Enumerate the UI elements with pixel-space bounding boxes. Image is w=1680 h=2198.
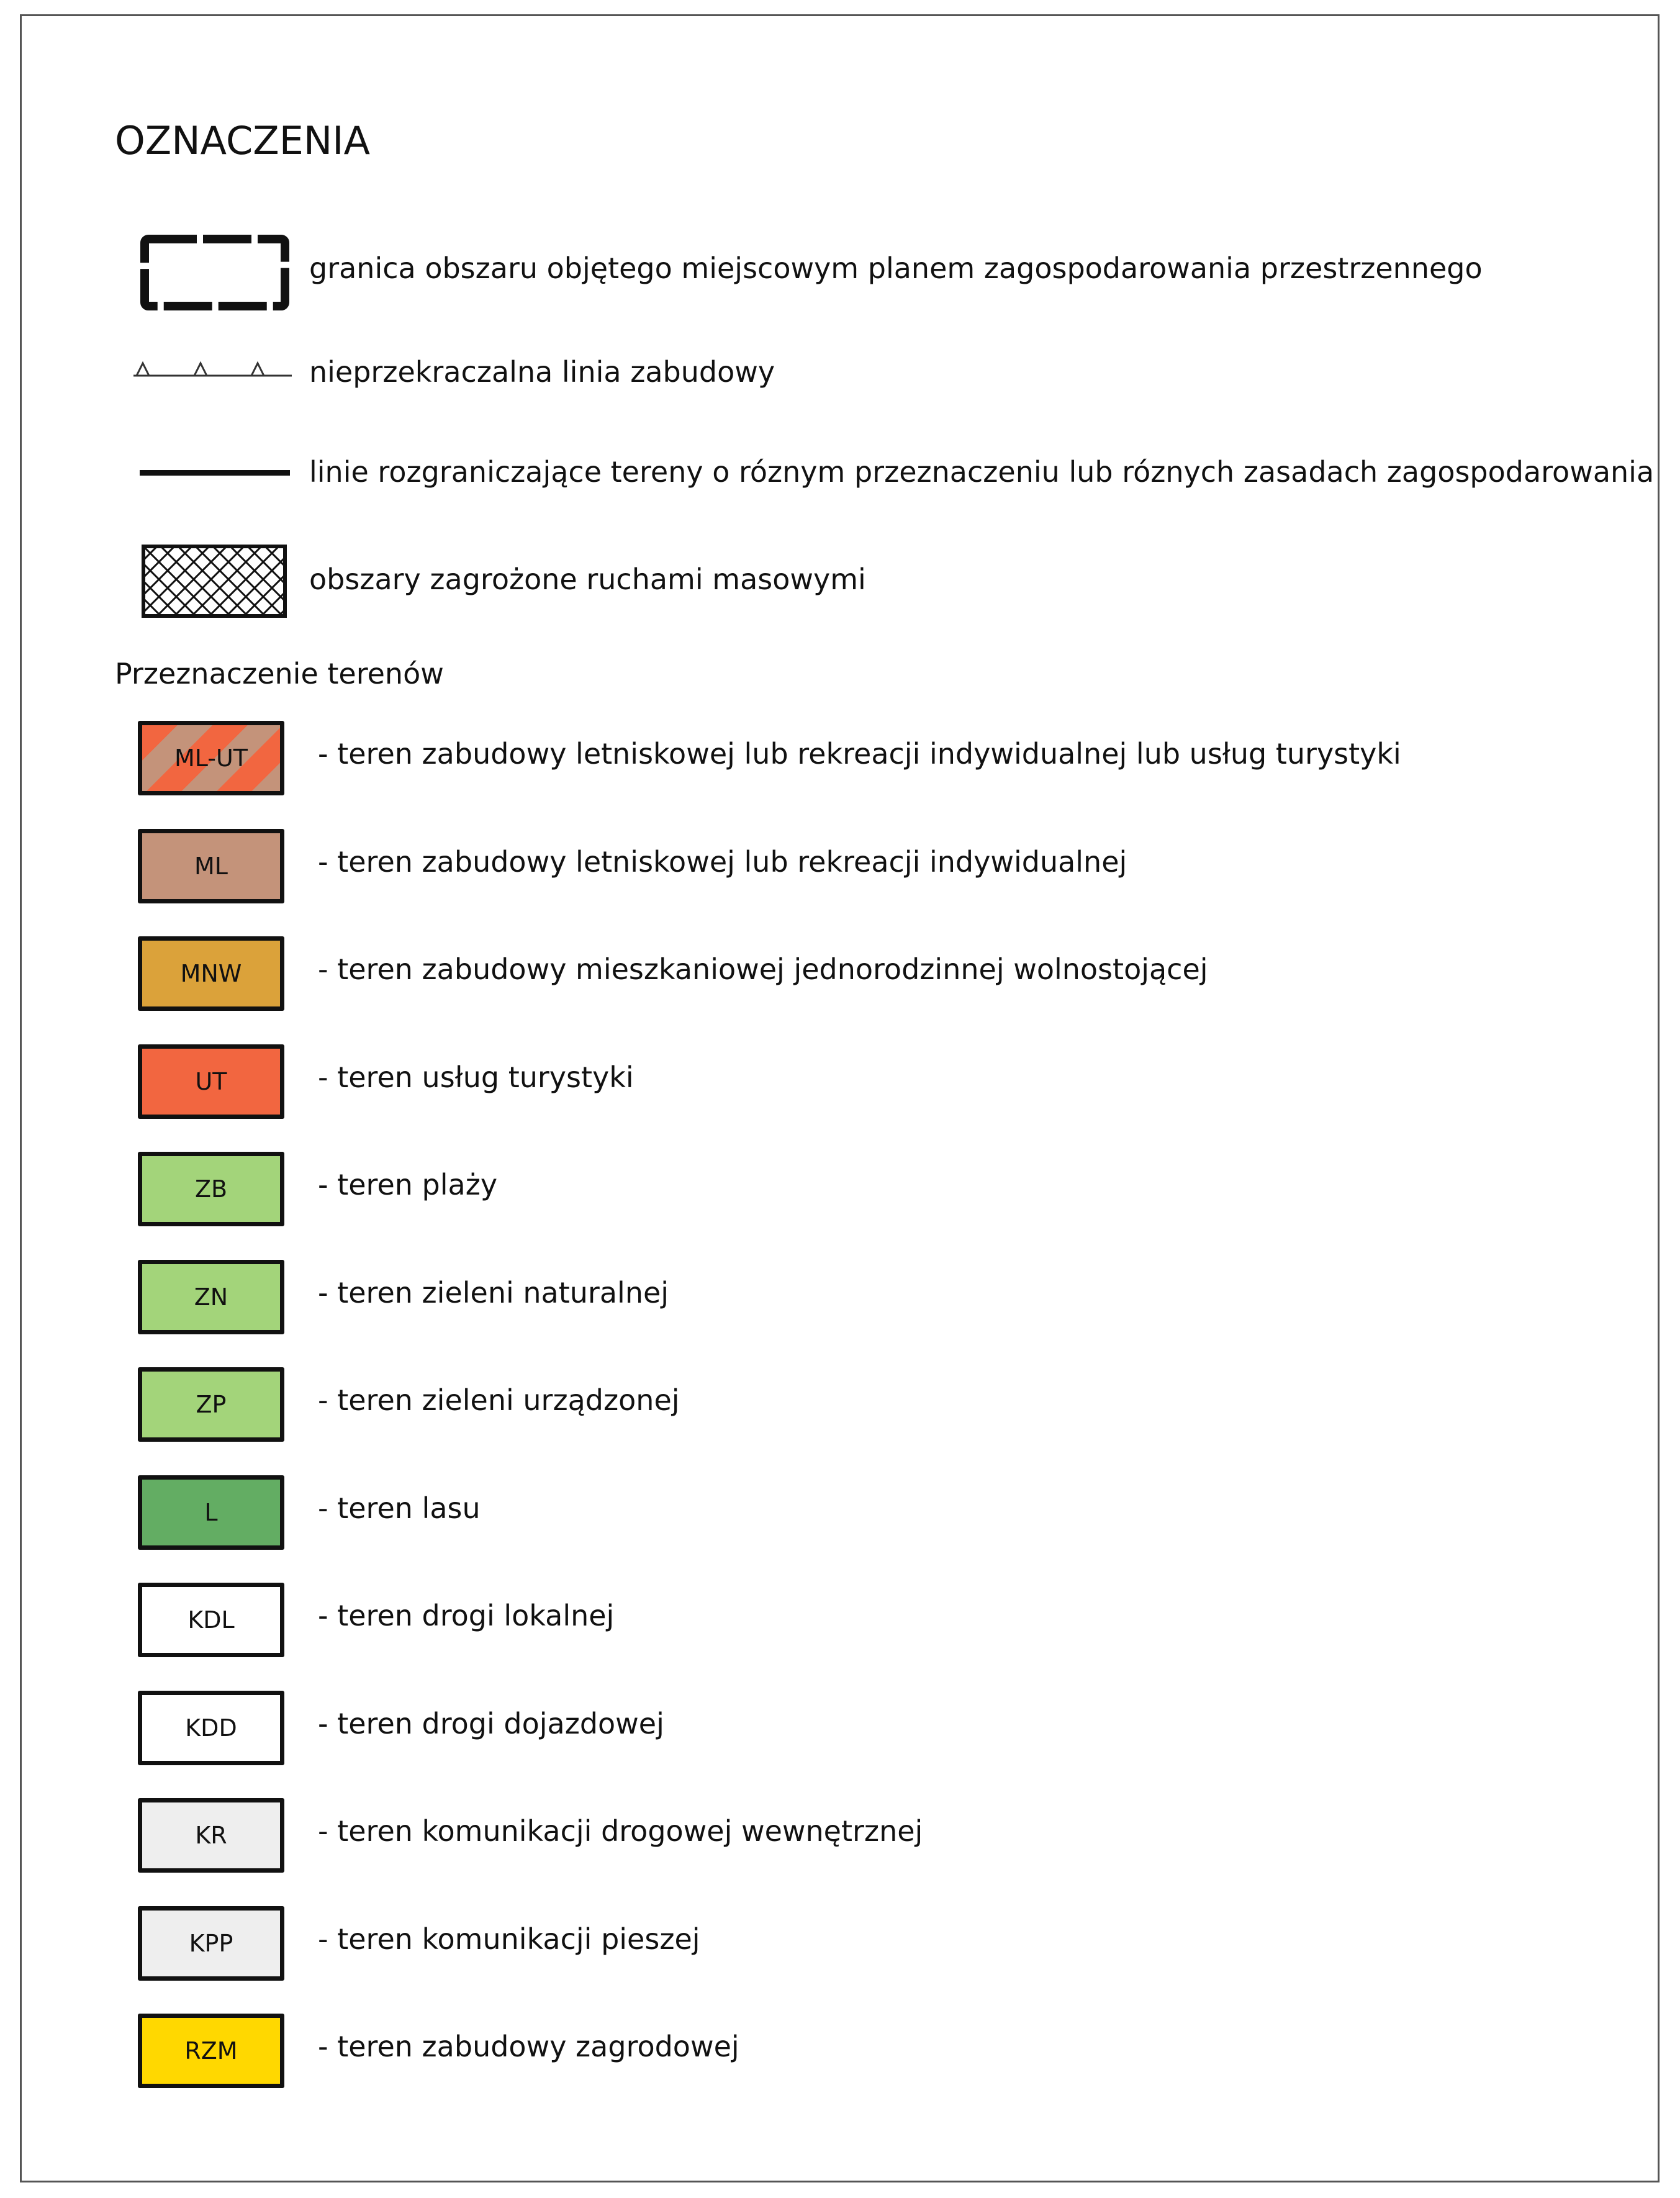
swatch-code: UT [195, 1067, 227, 1095]
color-swatch-zp [138, 1367, 284, 1442]
color-swatch-zn [138, 1260, 284, 1334]
color-swatch-kpp [138, 1906, 284, 1981]
building-line-label: nieprzekraczalna linia zabudowy [309, 355, 775, 389]
mass-movement-label: obszary zagrożone ruchami masowymi [309, 563, 866, 596]
mass-movement-hatch-symbol [142, 545, 287, 618]
swatch-code: ZB [194, 1175, 228, 1203]
legend-description: - teren lasu [318, 1491, 481, 1525]
swatch-code: RZM [184, 2037, 238, 2065]
land-use-heading: Przeznaczenie terenów [115, 657, 444, 690]
color-swatch-kdl [138, 1583, 284, 1657]
legend-description: - teren plaży [318, 1168, 498, 1201]
swatch-code: ZP [196, 1391, 227, 1418]
swatch-code: ML [194, 852, 228, 880]
color-swatch-ml-ut [138, 721, 284, 795]
plan-boundary-symbol [140, 234, 290, 311]
swatch-code: L [204, 1498, 218, 1526]
legend-description: - teren komunikacji drogowej wewnętrznej [318, 1814, 923, 1848]
swatch-code: KPP [189, 1929, 233, 1957]
legend-description: - teren zieleni urządzonej [318, 1383, 680, 1417]
legend-description: - teren usług turystyki [318, 1060, 634, 1094]
color-swatch-zb [138, 1152, 284, 1226]
legend-title: OZNACZENIA [115, 118, 370, 163]
legend-description: - teren drogi dojazdowej [318, 1706, 664, 1740]
legend-description: - teren zabudowy letniskowej lub rekreacji indywidualnej lub usług turystyki [318, 737, 1401, 771]
plan-boundary-label: granica obszaru objętego miejscowym planem zagospodarowania przestrzennego [309, 251, 1483, 285]
dividing-line-symbol [140, 470, 290, 476]
color-swatch-rzm [138, 2014, 284, 2088]
color-swatch-mnw [138, 936, 284, 1011]
color-swatch-ml [138, 829, 284, 903]
swatch-code: ML-UT [174, 744, 248, 772]
swatch-code: ZN [194, 1283, 228, 1311]
swatch-code: MNW [180, 960, 242, 987]
dividing-line-label: linie rozgraniczające tereny o róznym przeznaczeniu lub róznych zasadach zagospodarowania [309, 455, 1655, 489]
color-swatch-l [138, 1475, 284, 1550]
swatch-code: KDL [187, 1606, 235, 1634]
color-swatch-kdd [138, 1691, 284, 1765]
legend-description: - teren drogi lokalnej [318, 1599, 615, 1632]
legend-description: - teren komunikacji pieszej [318, 1922, 700, 1956]
legend-description: - teren zabudowy mieszkaniowej jednorodzinnej wolnostojącej [318, 952, 1208, 986]
swatch-code: KR [195, 1822, 227, 1849]
swatch-code: KDD [185, 1714, 237, 1742]
legend-description: - teren zieleni naturalnej [318, 1275, 669, 1309]
legend-description: - teren zabudowy letniskowej lub rekreacji indywidualnej [318, 844, 1127, 879]
color-swatch-kr [138, 1798, 284, 1873]
building-line-symbol [133, 357, 292, 379]
legend-description: - teren zabudowy zagrodowej [318, 2030, 739, 2063]
color-swatch-ut [138, 1044, 284, 1119]
